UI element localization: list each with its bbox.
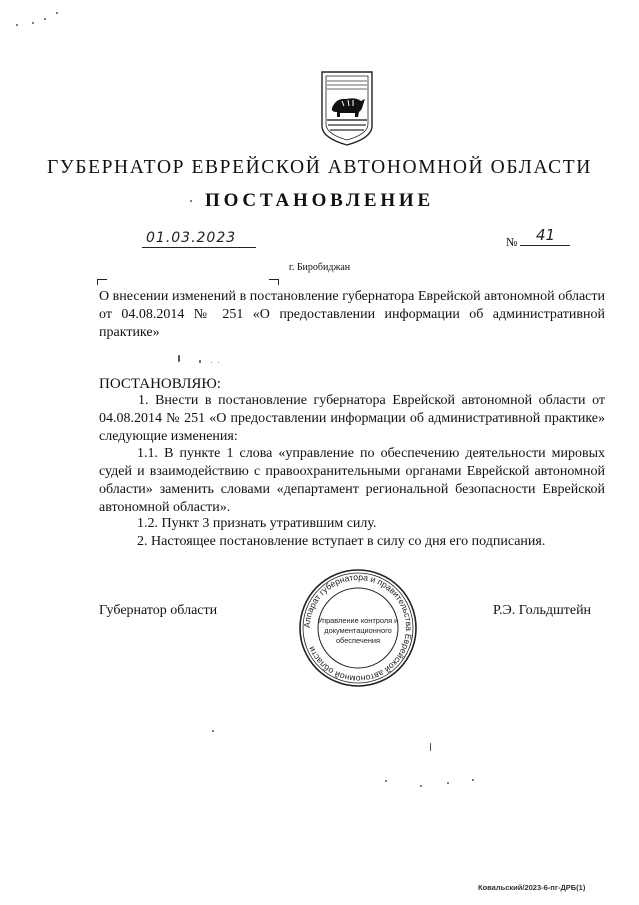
scan-speck [44, 18, 46, 20]
number-field [520, 227, 570, 246]
paragraph-1-1: 1.1. В пункте 1 слова «управление по обеспечению деятельности мировых судей и взаимодействию с правоохранительными органами Еврейской автономной области» заменить словами «департамент региональной безопасности Еврейской автономной области». [99, 446, 605, 515]
decree-subject: О внесении изменений в постановление губернатора Еврейской автономной области от 04.08.2014 № 251 «О предоставлении информации об административной практике» [99, 289, 605, 340]
scan-speck [447, 782, 449, 784]
date-value: 01.03.2023 [146, 230, 237, 246]
issuer-title: ГУБЕРНАТОР ЕВРЕЙСКОЙ АВТОНОМНОЙ ОБЛАСТИ [47, 157, 592, 178]
stamp-inner-line-3: обеспечения [335, 636, 381, 645]
subject-bracket-right [269, 279, 279, 285]
scan-speck [212, 730, 214, 732]
scan-speck [430, 743, 431, 751]
official-stamp [298, 568, 418, 688]
scan-speck [32, 22, 34, 24]
scan-speck [190, 200, 192, 202]
scan-speck [420, 785, 422, 787]
document-code: Ковальский/2023-6-пг-ДРБ(1) [478, 883, 586, 892]
subject-bracket-left [97, 279, 107, 285]
scan-speck [56, 12, 58, 14]
decree-type-title: ПОСТАНОВЛЕНИЕ [205, 190, 434, 211]
scan-speck [16, 24, 18, 26]
stamp-inner-line-2: документационного [324, 626, 392, 635]
paragraph-2: 2. Настоящее постановление вступает в силу со дня его подписания. [137, 534, 546, 549]
resolve-heading: ПОСТАНОВЛЯЮ: [99, 376, 221, 392]
signatory-name: Р.Э. Гольдштейн [493, 603, 592, 618]
scan-speck [211, 362, 212, 363]
scan-speck [472, 779, 474, 781]
number-value: 41 [536, 226, 556, 244]
scan-speck [385, 780, 387, 782]
scan-speck [178, 355, 180, 362]
coat-of-arms-icon [318, 68, 376, 148]
stamp-seal-icon [298, 568, 418, 688]
coat-of-arms-emblem [318, 68, 376, 148]
paragraph-1-2: 1.2. Пункт 3 признать утратившим силу. [137, 516, 377, 531]
signatory-position: Губернатор области [99, 603, 218, 618]
stamp-inner-line-1: Управление контроля и [317, 616, 399, 625]
scan-speck [218, 362, 219, 363]
stamp-outer-text: Аппарат губернатора и правительства Еврейской автономной области [301, 571, 415, 685]
paragraph-1: 1. Внести в постановление губернатора Еврейской автономной области от 04.08.2014 № 251 «О предоставлении информации об административной практике» следующие изменения: [99, 393, 605, 444]
number-label: № [506, 235, 518, 249]
city: г. Биробиджан [288, 262, 351, 273]
date-field [142, 229, 256, 248]
scan-speck [199, 360, 201, 363]
